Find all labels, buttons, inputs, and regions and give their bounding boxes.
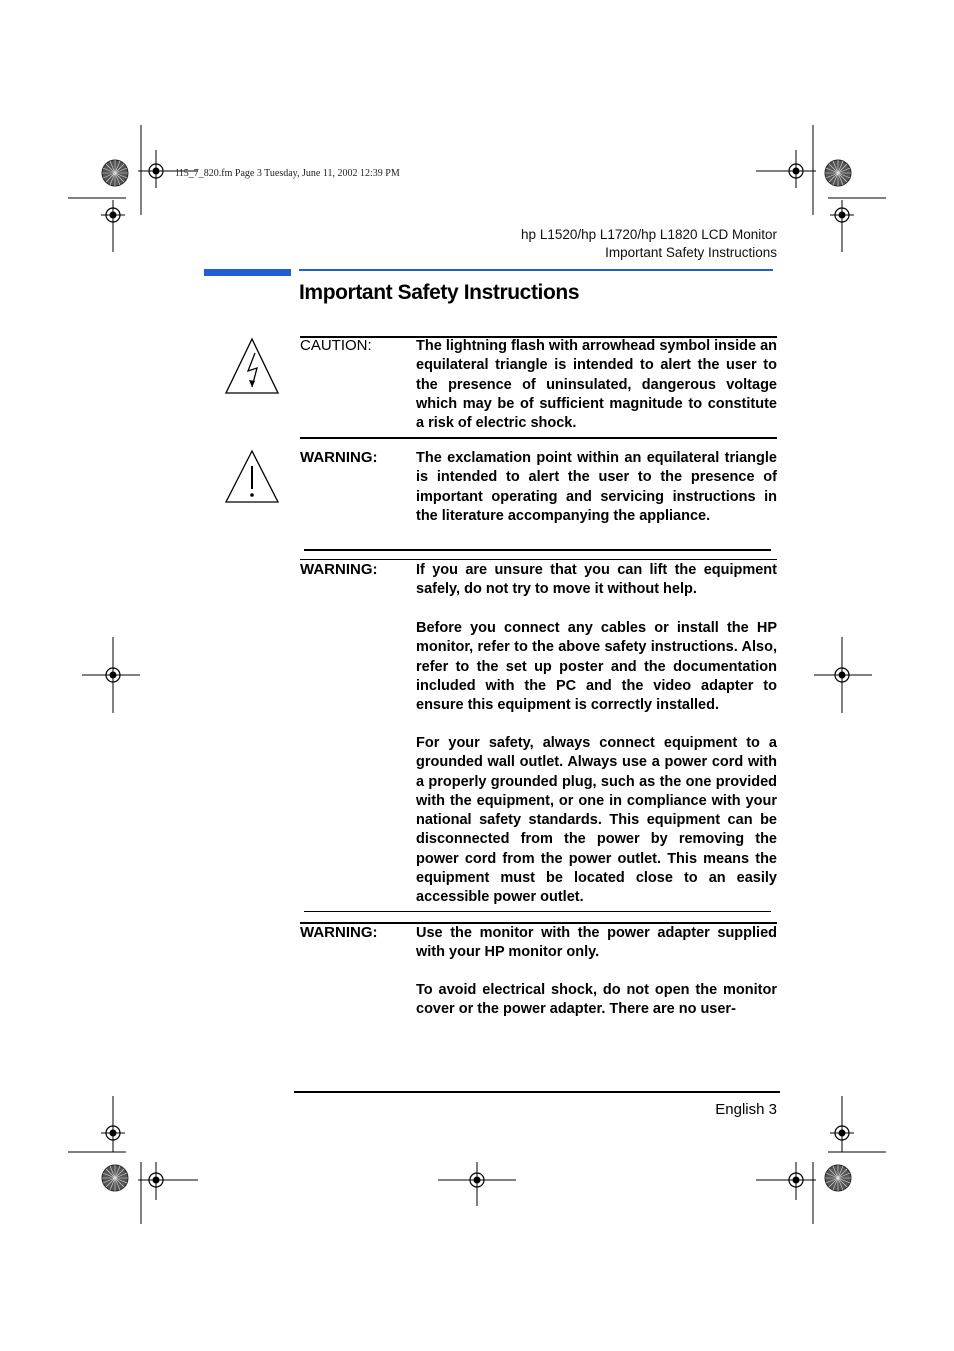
header-section-line: Important Safety Instructions: [605, 245, 777, 260]
notice-label-warning: WARNING:: [300, 449, 378, 466]
footer-rule: [294, 1091, 780, 1093]
notice-label-warning: WARNING:: [300, 924, 378, 941]
notice-divider: [304, 911, 771, 912]
notice-paragraph: If you are unsure that you can lift the equipment safely, do not try to move it without help.: [416, 562, 777, 598]
file-slug: l15_7_820.fm Page 3 Tuesday, June 11, 2002 12:39 PM: [176, 168, 400, 179]
notice-text: The exclamation point within an equilateral triangle is intended to alert the user to the presence of important operating and servicing instructions in the literature accompanying the appliance.: [416, 450, 777, 524]
notice-divider: [300, 437, 777, 439]
notice-label-caution: CAUTION:: [300, 337, 372, 354]
section-accent-rule: [299, 269, 773, 271]
notice-text: The lightning flash with arrowhead symbol inside an equilateral triangle is intended to alert the user to the presence of uninsulated, dangerous voltage which may be of sufficient magnitude to constitute a risk of electric shock.: [416, 338, 777, 432]
page-number: English 3: [715, 1101, 777, 1118]
exclamation-triangle-icon: [224, 449, 280, 505]
page-title: Important Safety Instructions: [299, 281, 580, 304]
notice-label-warning: WARNING:: [300, 561, 378, 578]
notice-paragraph: Before you connect any cables or install the HP monitor, refer to the above safety instructions. Also, refer to the set up poster and the documentation included with the PC and the video adapter to ensure this equipment is correctly installed.: [416, 620, 777, 714]
section-accent-bar: [204, 269, 291, 276]
notice-paragraph: Use the monitor with the power adapter supplied with your HP monitor only.: [416, 925, 777, 961]
running-header: [521, 226, 777, 262]
notice-paragraph: For your safety, always connect equipment to a grounded wall outlet. Always use a power cord with a properly grounded plug, such as the one provided with the equipment, or one in compliance with your national safety standards. This equipment can be disconnected from the power by removing the power cord from the power outlet. This means the equipment must be located close to an easily accessible power outlet.: [416, 735, 777, 906]
header-product-line: hp L1520/hp L1720/hp L1820 LCD Monitor: [521, 227, 777, 242]
notice-divider: [300, 559, 777, 560]
notice-divider: [304, 549, 771, 551]
notice-paragraph: To avoid electrical shock, do not open the monitor cover or the power adapter. There are no user-: [416, 982, 777, 1018]
lightning-triangle-icon: [224, 337, 280, 395]
